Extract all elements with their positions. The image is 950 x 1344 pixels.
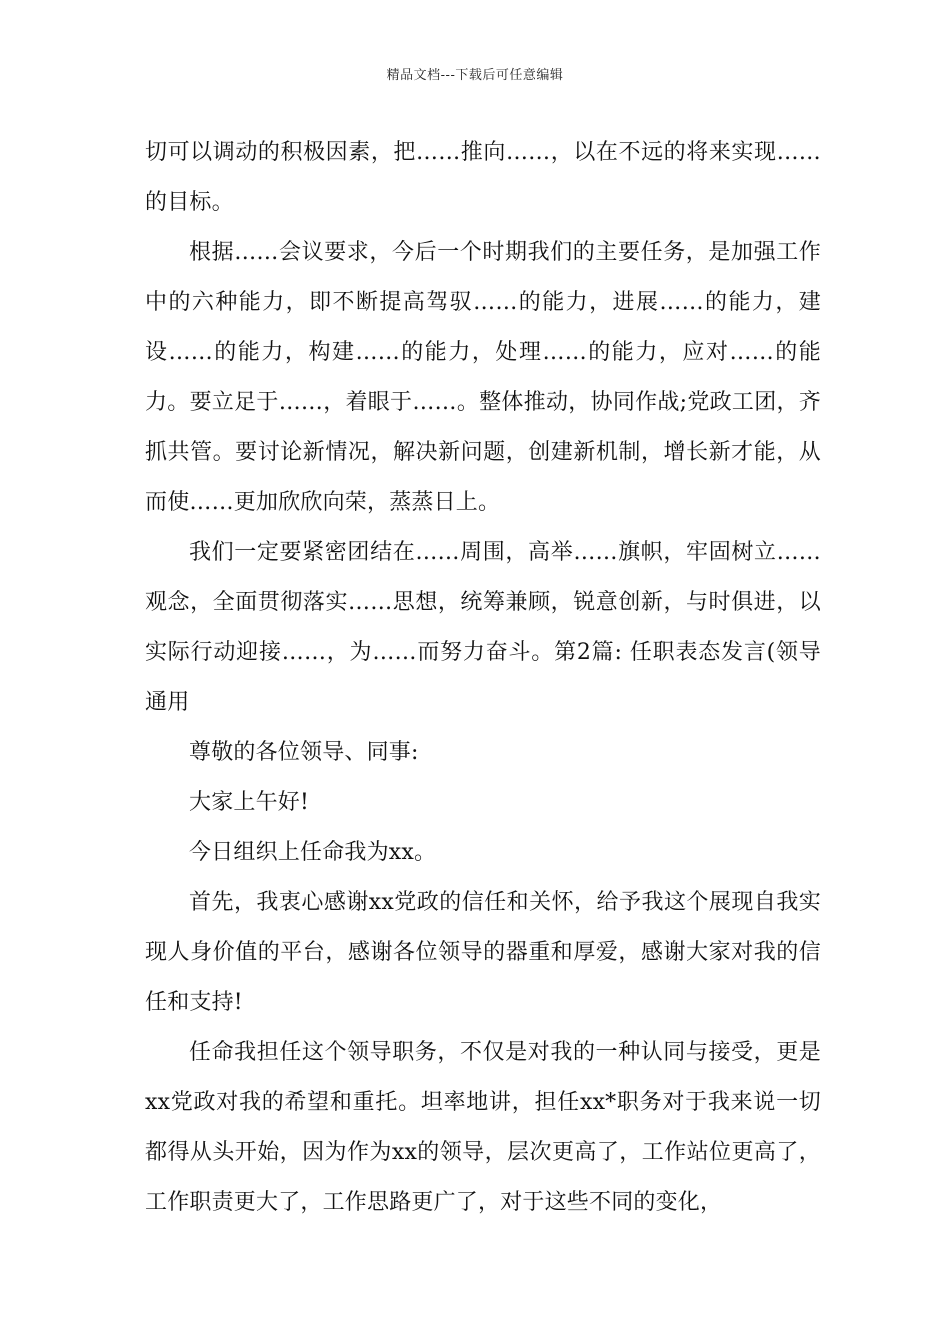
paragraph-7: 首先，我衷心感谢xx党政的信任和关怀，给予我这个展现自我实现人身价值的平台，感谢各位领导的器重和厚爱，感谢大家对我的信任和支持!: [145, 890, 821, 1015]
paragraph-1: 切可以调动的积极因素，把……推向……，以在不远的将来实现……的目标。: [145, 140, 821, 215]
page-header: 精品文档---下载后可任意编辑: [386, 68, 564, 83]
paragraph-8: 任命我担任这个领导职务，不仅是对我的一种认同与接受，更是xx党政对我的希望和重托。坦率地讲，担任xx*职务对于我来说一切都得从头开始，因为作为xx的领导，层次更高了，工作站位更高了，工作职责更大了，工作思路更广了，对于这些不同的变化，: [145, 1040, 821, 1215]
document-body: [145, 128, 821, 1228]
paragraph-6: 今日组织上任命我为xx。: [189, 840, 437, 865]
paragraph-3: 我们一定要紧密团结在……周围，高举……旗帜，牢固树立……观念，全面贯彻落实……思想，统筹兼顾，锐意创新，与时俱进，以实际行动迎接……，为……而努力奋斗。第2篇: 任职表态发言(领导通用: [145, 540, 821, 715]
paragraph-5: 大家上午好!: [189, 790, 310, 815]
paragraph-4: 尊敬的各位领导、同事:: [189, 740, 419, 765]
paragraph-2: 根据……会议要求，今后一个时期我们的主要任务，是加强工作中的六种能力，即不断提高驾驭……的能力，进展……的能力，建设……的能力，构建……的能力，处理……的能力，应对……的能力。要立足于……，着眼于……。整体推动，协同作战;党政工团，齐抓共管。要讨论新情况，解决新问题，创建新机制，增长新才能，从而使……更加欣欣向荣，蒸蒸日上。: [145, 240, 821, 515]
